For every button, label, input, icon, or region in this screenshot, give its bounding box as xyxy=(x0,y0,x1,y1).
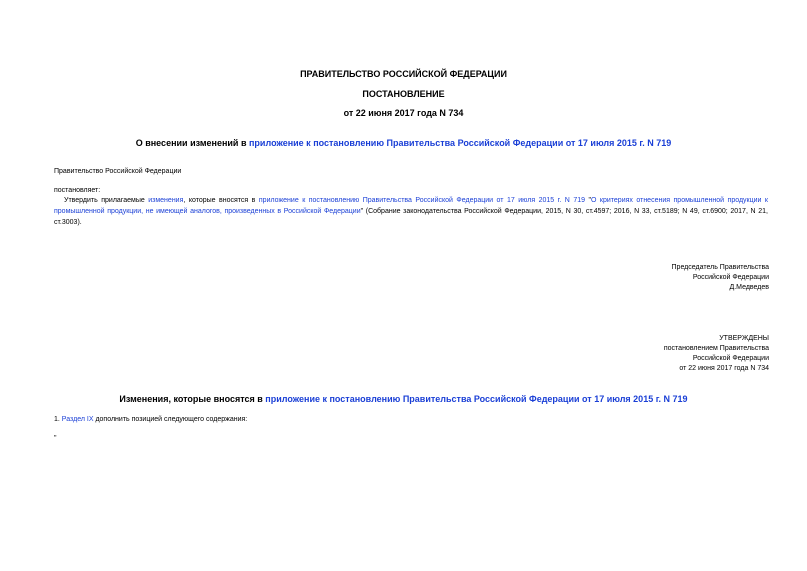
changes-title xyxy=(0,394,807,405)
opening-quote: " xyxy=(54,435,57,442)
change-item-1 xyxy=(54,415,247,424)
paragraph-text-4: " (Собрание законодательства Российской Федерации, 2015, N 30, ст.4597; 2016, N 33, ст.5189; N 49, ст.6900; 2017, N 21, ст.3003). xyxy=(54,208,768,226)
appendix-link[interactable]: приложение к постановлению Правительства Российской Федерации от 17 июля 2015 г. N 719 xyxy=(258,197,586,204)
decrees-text: постановляет: xyxy=(54,187,101,194)
signature-position: Председатель Правительства xyxy=(671,264,769,271)
change-item-text: дополнить позицией следующего содержания: xyxy=(93,416,248,423)
government-header: ПРАВИТЕЛЬСТВО РОССИЙСКОЙ ФЕДЕРАЦИИ xyxy=(300,69,507,79)
document-title xyxy=(0,138,807,149)
approval-date: от 22 июня 2017 года N 734 xyxy=(679,365,769,372)
section-ix-link[interactable]: Раздел IX xyxy=(61,416,94,423)
changes-title-prefix: Изменения, которые вносятся в xyxy=(119,394,266,404)
document-type: ПОСТАНОВЛЕНИЕ xyxy=(362,89,445,99)
paragraph-text-3: " xyxy=(585,197,591,204)
resolution-paragraph xyxy=(54,195,768,228)
approval-country: Российской Федерации xyxy=(692,355,769,362)
signature-name: Д.Медведев xyxy=(729,284,769,291)
approval-label: УТВЕРЖДЕНЫ xyxy=(719,335,769,342)
issuer-text: Правительство Российской Федерации xyxy=(54,168,182,175)
paragraph-text-2: , которые вносятся в xyxy=(183,197,259,204)
approval-by: постановлением Правительства xyxy=(663,345,769,352)
title-reference-link[interactable]: приложение к постановлению Правительства Российской Федерации от 17 июля 2015 г. N 719 xyxy=(249,138,672,148)
changes-link[interactable]: изменения xyxy=(148,197,184,204)
criteria-link[interactable]: О критериях отнесения промышленной продукции к промышленной продукции, не имеющей аналогов, произведенных в Российской Федерации xyxy=(54,197,768,215)
document-title-prefix: О внесении изменений в xyxy=(135,138,249,148)
signature-country: Российской Федерации xyxy=(692,274,769,281)
change-item-number: 1. xyxy=(54,416,62,423)
changes-title-link[interactable]: приложение к постановлению Правительства Российской Федерации от 17 июля 2015 г. N 719 xyxy=(265,394,688,404)
paragraph-text-1: Утвердить прилагаемые xyxy=(64,197,149,204)
document-date-number: от 22 июня 2017 года N 734 xyxy=(343,108,464,118)
